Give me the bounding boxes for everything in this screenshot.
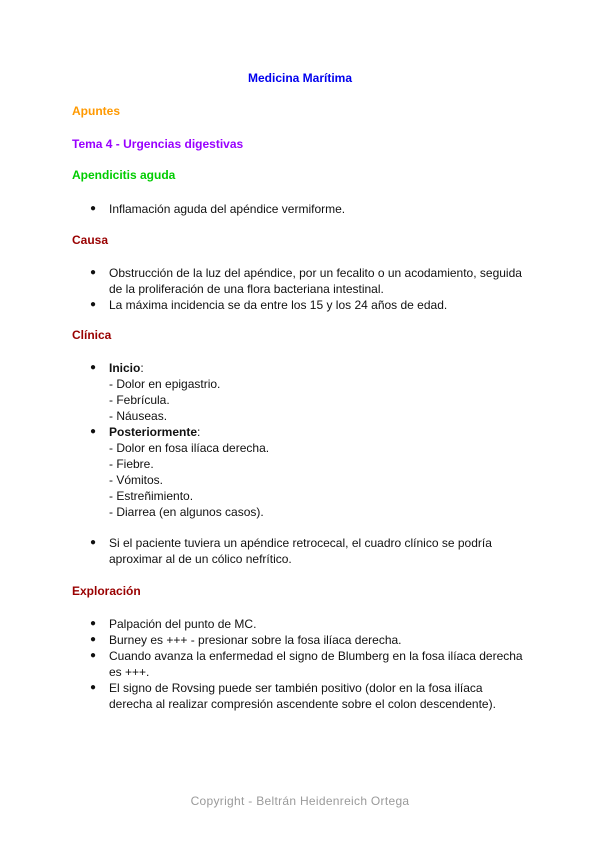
exploracion-heading: Exploración bbox=[72, 584, 141, 598]
list-item: ● Inflamación aguda del apéndice vermiforme. bbox=[90, 202, 346, 216]
bullet-icon: ● bbox=[90, 299, 97, 310]
list-item: ● Si el paciente tuviera un apéndice retrocecal, el cuadro clínico se podría aproximar al de un cólico nefrítico. bbox=[90, 536, 492, 566]
bullet-icon: ● bbox=[90, 267, 97, 278]
bullet-icon: ● bbox=[90, 537, 97, 548]
bullet-icon: ● bbox=[90, 203, 97, 214]
copyright-footer: Copyright - Beltrán Heidenreich Ortega bbox=[190, 794, 410, 808]
clinica-extra-list bbox=[90, 535, 530, 567]
list-item-posteriormente: ● Posteriormente: - Dolor en fosa ilíaca derecha. - Fiebre. - Vómitos. - Estreñimiento. - Diarrea (en algunos casos). bbox=[90, 425, 270, 519]
bullet-icon: ● bbox=[90, 634, 97, 645]
bullet-icon: ● bbox=[90, 682, 97, 693]
apendicitis-heading: Apendicitis aguda bbox=[72, 168, 176, 182]
bullet-icon: ● bbox=[90, 650, 97, 661]
list-item: ● Palpación del punto de MC. bbox=[90, 617, 257, 631]
inicio-label: Inicio bbox=[109, 361, 141, 375]
tema-heading: Tema 4 - Urgencias digestivas bbox=[72, 137, 244, 151]
document-title: Medicina Marítima bbox=[247, 71, 353, 85]
bullet-icon: ● bbox=[90, 426, 97, 437]
clinica-heading: Clínica bbox=[72, 328, 112, 342]
list-item: ● Burney es +++ - presionar sobre la fosa ilíaca derecha. bbox=[90, 633, 402, 647]
list-item: ● La máxima incidencia se da entre los 15 y los 24 años de edad. bbox=[90, 298, 448, 312]
list-item-inicio: ● Inicio: - Dolor en epigastrio. - Febrícula. - Náuseas. bbox=[90, 361, 221, 423]
exploracion-list bbox=[90, 616, 530, 712]
list-item: ● El signo de Rovsing puede ser también positivo (dolor en la fosa ilíaca derecha al realizar compresión ascendente sobre el colon descendente). bbox=[90, 681, 496, 711]
bullet-icon: ● bbox=[90, 362, 97, 373]
list-item: ● Cuando avanza la enfermedad el signo de Blumberg en la fosa ilíaca derecha es +++. bbox=[90, 649, 523, 679]
posteriormente-label: Posteriormente bbox=[109, 425, 198, 439]
causa-list bbox=[90, 265, 530, 313]
causa-heading: Causa bbox=[72, 233, 109, 247]
clinica-list bbox=[90, 360, 530, 520]
apuntes-heading: Apuntes bbox=[72, 104, 120, 118]
bullet-icon: ● bbox=[90, 618, 97, 629]
list-item: ● Obstrucción de la luz del apéndice, por un fecalito o un acodamiento, seguida de la proliferación de una flora bacteriana intestinal. bbox=[90, 266, 522, 296]
apendicitis-list bbox=[90, 201, 530, 217]
